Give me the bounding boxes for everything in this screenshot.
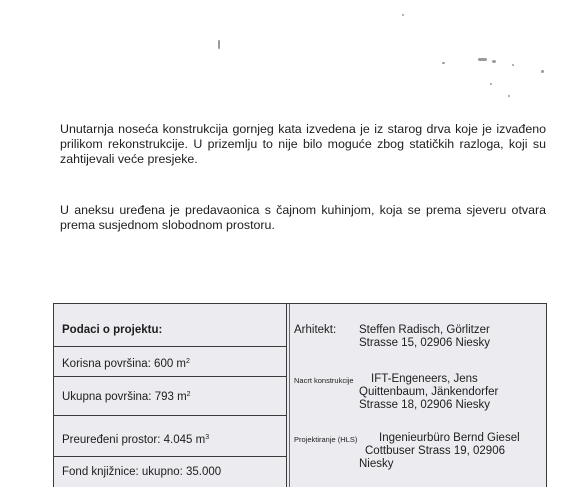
body-paragraph-2 xyxy=(60,203,546,233)
credit-line: Quittenbaum, Jänkendorfer xyxy=(359,386,499,398)
scan-speck xyxy=(490,83,492,85)
fact-text: Korisna površina: 600 m xyxy=(62,358,187,370)
usable-area-row xyxy=(62,358,190,370)
fact-text: Fond knjižnice: ukupno: 35.000 xyxy=(62,466,222,478)
fact-superscript: 2 xyxy=(186,358,190,365)
credit-line: Niesky xyxy=(359,458,394,470)
scan-speck xyxy=(541,70,544,73)
scan-speck xyxy=(218,40,220,49)
scan-speck xyxy=(508,95,510,97)
fact-text: Ukupna površina: 793 m xyxy=(62,391,187,403)
scan-speck xyxy=(402,14,404,16)
scan-speck xyxy=(492,60,496,63)
credit-line: Strasse 15, 02906 Niesky xyxy=(359,337,491,349)
credit-line: IFT-Engeneers, Jens xyxy=(371,373,478,385)
renovated-space-row xyxy=(62,434,209,446)
paragraph-text: U aneksu uređena je predavaonica s čajnom kuhinjom, koja se prema sjeveru otvara prema susjednom slobodnom prostoru. xyxy=(60,203,546,232)
project-heading: Podaci o projektu: xyxy=(62,324,163,336)
library-holdings-row xyxy=(62,466,221,478)
scan-speck xyxy=(442,62,445,64)
scan-speck xyxy=(512,64,514,66)
paragraph-text: Unutarnja noseća konstrukcija gornjeg kata izvedena je iz starog drva koje je izvađeno prilikom rekonstrukcije. U prizemlju to nije bilo moguće zbog statičkih razloga, koji su zahtijevali veće presjeke. xyxy=(60,122,546,166)
credit-label: Arhitekt: xyxy=(294,324,337,336)
credit-label: Nacrt konstrukcije xyxy=(294,376,354,385)
fact-text: Preuređeni prostor: 4.045 m xyxy=(62,434,206,446)
row-separator xyxy=(54,456,286,457)
row-separator xyxy=(54,346,286,347)
credit-line: Steffen Radisch, Görlitzer xyxy=(359,324,490,336)
credit-line: Cottbuser Strass 19, 02906 xyxy=(365,445,505,457)
row-separator xyxy=(54,415,286,416)
credit-line: Strasse 18, 02906 Niesky xyxy=(359,399,491,411)
fact-superscript: 3 xyxy=(205,434,210,441)
column-divider xyxy=(286,304,287,487)
credit-label: Projektiranje (HLS) xyxy=(294,435,358,444)
scan-speck xyxy=(478,58,487,61)
project-credits-column xyxy=(290,304,546,487)
credit-line: Ingenieurbüro Bernd Giesel xyxy=(379,432,520,444)
body-paragraph-1 xyxy=(60,122,546,167)
row-separator xyxy=(54,376,286,377)
project-info-box xyxy=(53,303,547,487)
project-facts-column xyxy=(54,304,286,487)
total-area-row xyxy=(62,391,191,403)
fact-superscript: 2 xyxy=(186,391,191,398)
